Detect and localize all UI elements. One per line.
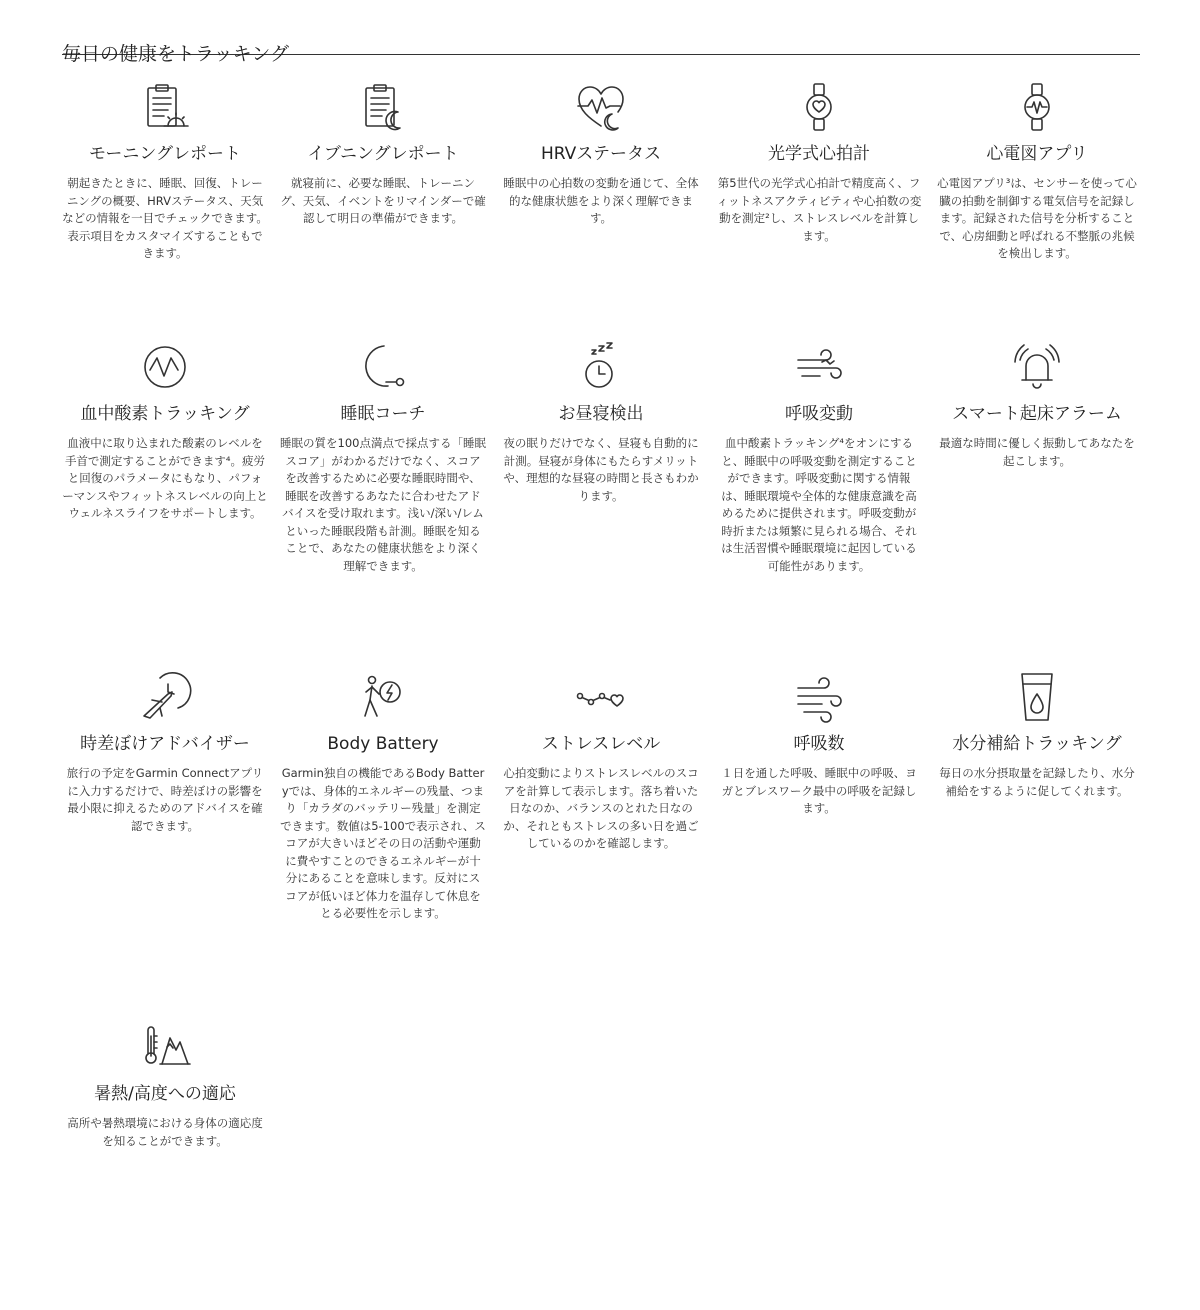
feature-description: 血液中に取り込まれた酸素のレベルを手首で測定することができます⁴。疲労と回復のパラメータにもなり、パフォーマンスやフィットネスレベルの向上とウェルネスライフをサポートします。 bbox=[62, 436, 268, 520]
feature-description: 毎日の水分摂取量を記録したり、水分補給をするように促してくれます。 bbox=[939, 766, 1135, 798]
feature-description: Garmin独自の機能であるBody Batteryでは、身体的エネルギーの残量、つまり「カラダのバッテリー残量」を測定できます。数値は5-100で表示され、スコアが大きいほどその日の活動や運動に費やすことのできるエネルギーが十分にあることを意味します。反対にスコアが低いほど体力を温存して休息をとる必要性を示します。 bbox=[280, 766, 486, 920]
clipboard-sunrise-icon bbox=[138, 80, 192, 134]
feature-title: 呼吸数 bbox=[793, 734, 845, 754]
feature-row-1 bbox=[62, 70, 1140, 370]
feature-title: 睡眠コーチ bbox=[340, 404, 426, 424]
feature-title: 呼吸変動 bbox=[785, 404, 853, 424]
feature-title: お昼寝検出 bbox=[558, 404, 644, 424]
heart-wave-moon-icon bbox=[574, 80, 628, 134]
feature-title: ストレスレベル bbox=[541, 734, 661, 754]
stress-line-heart-icon bbox=[574, 670, 628, 724]
feature-description: 旅行の予定をGarmin Connectアプリに入力するだけで、時差ぼけの影響を最小限に抑えるためのアドバイスを確認できます。 bbox=[66, 766, 264, 833]
feature-description: 就寝前に、必要な睡眠、トレーニング、天気、イベントをリマインダーで確認して明日の準備ができます。 bbox=[280, 176, 486, 225]
feature-title: 水分補給トラッキング bbox=[952, 734, 1122, 754]
feature-description: 血中酸素トラッキング⁴をオンにすると、睡眠中の呼吸変動を測定することができます。呼吸変動に関する情報は、睡眠環境や全体的な健康意識を高めるために提供されます。呼吸変動が時折または頻繁に見られる場合、それは生活習慣や睡眠環境に起因している可能性があります。 bbox=[721, 436, 917, 573]
feature-description: 夜の眠りだけでなく、昼寝も自動的に計測。昼寝が身体にもたらすメリットや、理想的な昼寝の時間と長さもわかります。 bbox=[503, 436, 699, 503]
watch-ecg-icon bbox=[1010, 80, 1064, 134]
nap-clock-icon bbox=[574, 340, 628, 394]
pulse-ox-icon bbox=[138, 340, 192, 394]
feature-description: 朝起きたときに、睡眠、回復、トレーニングの概要、HRVステータス、天気などの情報を一目でチェックできます。表示項目をカスタマイズすることもできます。 bbox=[62, 176, 268, 260]
feature-title: HRVステータス bbox=[541, 144, 661, 164]
airplane-clock-icon bbox=[138, 670, 192, 724]
feature-title: モーニングレポート bbox=[89, 144, 241, 164]
moon-coach-icon bbox=[356, 340, 410, 394]
person-energy-icon bbox=[356, 670, 410, 724]
feature-description: 睡眠の質を100点満点で採点する「睡眠スコア」がわかるだけでなく、スコアを改善するために必要な睡眠時間や、睡眠を改善するあなたに合わせたアドバイスを受け取れます。浅い/深い/レムといった睡眠段階も計測。睡眠を知ることで、あなたの健康状態をより深く理解できます。 bbox=[280, 436, 486, 573]
feature-description: 最適な時間に優しく振動してあなたを起こします。 bbox=[939, 436, 1135, 468]
feature-description: 心拍変動によりストレスレベルのスコアを計算して表示します。落ち着いた日なのか、バランスのとれた日なのか、それともストレスの多い日を過ごしているのかを確認します。 bbox=[503, 766, 699, 850]
feature-title: スマート起床アラーム bbox=[952, 404, 1122, 424]
thermometer-mountain-icon bbox=[138, 1020, 192, 1074]
respiration-wind-icon bbox=[792, 670, 846, 724]
feature-description: 心電図アプリ³は、センサーを使って心臓の拍動を制御する電気信号を記録します。記録された信号を分析することで、心房細動と呼ばれる不整脈の兆候を検出します。 bbox=[937, 176, 1137, 260]
page-title: 毎日の健康をトラッキング bbox=[62, 42, 290, 65]
feature-row-4 bbox=[62, 1010, 1140, 1310]
feature-row-3 bbox=[62, 660, 1140, 960]
feature-title: イブニングレポート bbox=[307, 144, 459, 164]
breathing-wind-icon bbox=[792, 340, 846, 394]
feature-title: 心電図アプリ bbox=[986, 144, 1088, 164]
alarm-bell-icon bbox=[1010, 340, 1064, 394]
feature-description: 第5世代の光学式心拍計で精度高く、フィットネスアクティビティや心拍数の変動を測定²し、ストレスレベルを計算します。 bbox=[716, 176, 922, 243]
water-glass-icon bbox=[1010, 670, 1064, 724]
feature-title: Body Battery bbox=[327, 734, 439, 754]
feature-description: 睡眠中の心拍数の変動を通じて、全体的な健康状態をより深く理解できます。 bbox=[503, 176, 699, 225]
section-header bbox=[62, 30, 1140, 65]
feature-title: 時差ぼけアドバイザー bbox=[80, 734, 250, 754]
feature-description: 高所や暑熱環境における身体の適応度を知ることができます。 bbox=[67, 1116, 263, 1148]
watch-heart-icon bbox=[792, 80, 846, 134]
feature-row-2 bbox=[62, 330, 1140, 630]
clipboard-moon-icon bbox=[356, 80, 410, 134]
feature-title: 光学式心拍計 bbox=[768, 144, 870, 164]
feature-title: 暑熱/高度への適応 bbox=[94, 1084, 236, 1104]
feature-description: １日を通した呼吸、睡眠中の呼吸、ヨガとブレスワーク最中の呼吸を記録します。 bbox=[721, 766, 917, 815]
feature-title: 血中酸素トラッキング bbox=[80, 404, 250, 424]
